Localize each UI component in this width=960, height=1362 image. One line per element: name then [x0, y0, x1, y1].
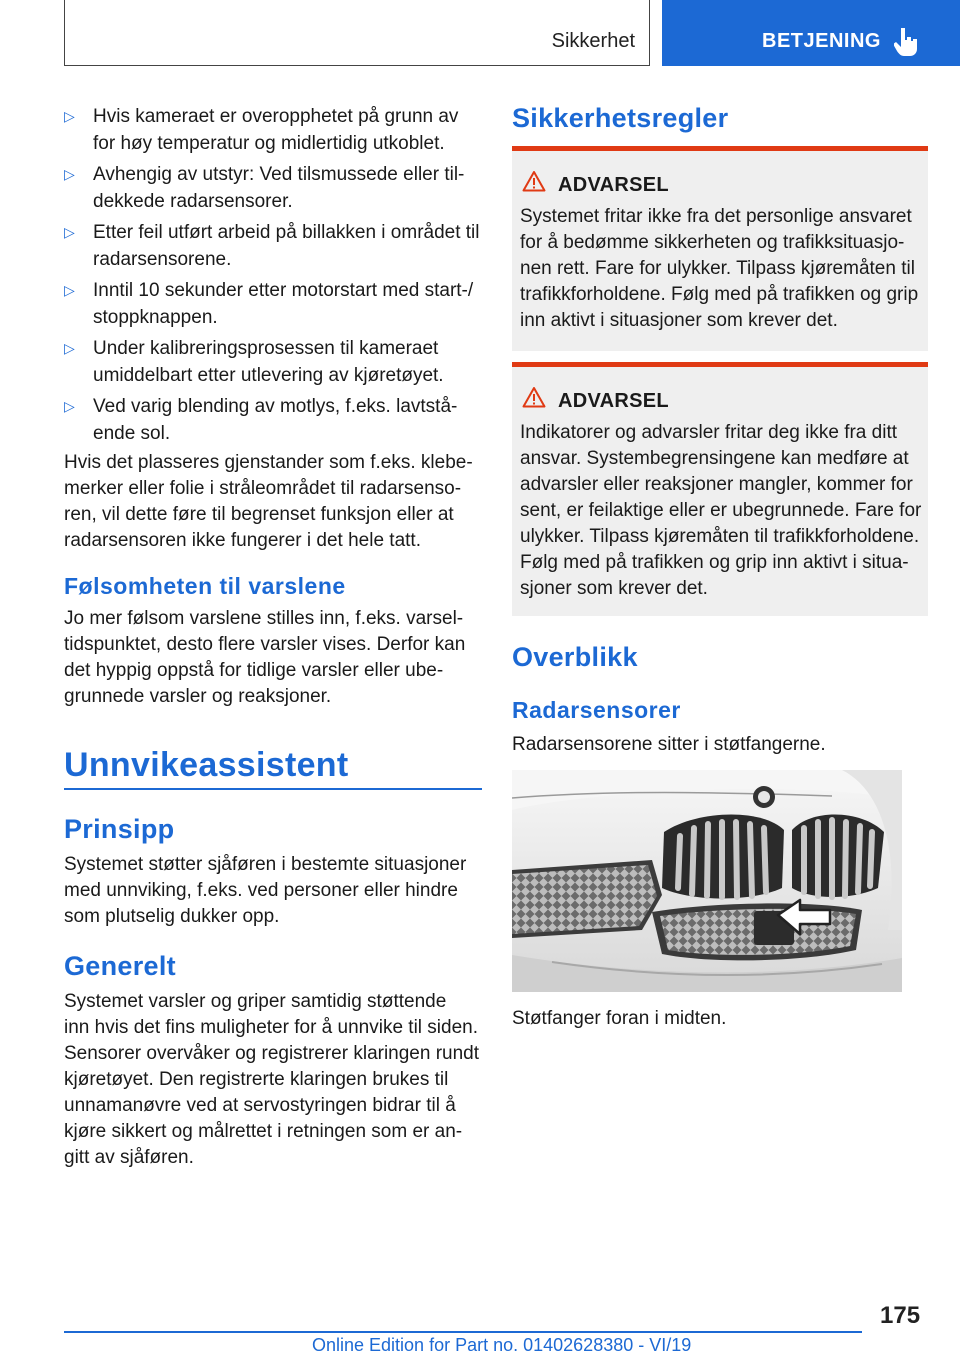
text-line: Inntil 10 sekunder etter motorstart med start-/ — [93, 280, 474, 301]
heading-evasion-assistant: Unnvikeassistent — [64, 746, 349, 784]
text-line: ulykker. Tilpass kjøremåten til trafikkforholdene. — [520, 526, 920, 547]
text-line: dekkede radarsensorer. — [93, 191, 293, 212]
text-line: ende sol. — [93, 423, 171, 444]
text-line: gitt av sjåføren. — [64, 1147, 194, 1168]
chapter-title: BETJENING — [762, 30, 881, 52]
paragraph-principle — [64, 852, 484, 930]
section-title: Sikkerhet — [551, 30, 635, 52]
list-item-text — [93, 161, 553, 215]
bullet-triangle-icon: ▷ — [64, 398, 75, 414]
page-number: 175 — [880, 1302, 921, 1329]
bullet-triangle-icon: ▷ — [64, 282, 75, 298]
text-line: Jo mer følsom varslene stilles inn, f.eks. varsel‐ — [64, 608, 464, 629]
hand-pointer-icon — [894, 26, 920, 56]
heading-general: Generelt — [64, 951, 176, 981]
text-line: ren, vil dette føre til begrenset funksjon eller at — [64, 504, 454, 525]
bullet-triangle-icon: ▷ — [64, 340, 75, 356]
text-line: Etter feil utført arbeid på billakken i området til — [93, 222, 480, 243]
heading-principle: Prinsipp — [64, 814, 175, 844]
warning-triangle-icon — [522, 170, 546, 192]
heading-safety-rules: Sikkerhetsregler — [512, 103, 729, 133]
text-line: advarsler eller reaksjoner mangler, kommer for — [520, 474, 913, 495]
text-line: Avhengig av utstyr: Ved tilsmussede eller til‐ — [93, 164, 465, 185]
heading-overview: Overblikk — [512, 642, 638, 672]
text-line: Ved varig blending av motlys, f.eks. lavtstå‐ — [93, 396, 458, 417]
text-line: nen rett. Fare for ulykker. Tilpass kjøremåten til — [520, 258, 915, 279]
heading-sensitivity: Følsomheten til varslene — [64, 573, 346, 599]
warning-triangle-icon — [522, 386, 546, 408]
text-line: sent, er feilaktige eller er ubegrunnede. Fare for — [520, 500, 922, 521]
text-line: ansvar. Systembegrensingene kan medføre at — [520, 448, 909, 469]
text-line: radarsensorene. — [93, 249, 232, 270]
bullet-triangle-icon: ▷ — [64, 108, 75, 124]
text-line: Systemet støtter sjåføren i bestemte situasjoner — [64, 854, 467, 875]
list-item-text — [93, 219, 553, 273]
text-line: Følg med på trafikken og grip inn aktivt i situa‐ — [520, 552, 909, 573]
footer-edition: Online Edition for Part no. 01402628380 - VI/19 — [312, 1335, 692, 1355]
text-line: stoppknappen. — [93, 307, 218, 328]
text-line: inn hvis det fins muligheter for å unnvike til siden. — [64, 1017, 478, 1038]
list-item-text — [93, 103, 553, 157]
text-line: kjøretøyet. Den registrerte klaringen brukes til — [64, 1069, 449, 1090]
warning-text — [520, 204, 926, 334]
text-line: kjøre sikkert og målrettet i retningen som er an‐ — [64, 1121, 463, 1142]
text-line: det hyppig oppstå for tidlige varsler eller ube‐ — [64, 660, 444, 681]
paragraph-sensitivity — [64, 606, 484, 710]
heading-rule — [64, 788, 482, 790]
image-caption: Støtfanger foran i midten. — [512, 1008, 727, 1029]
text-line: trafikkforholdene. Følg med på trafikken og grip — [520, 284, 919, 305]
text-line: unnamanøvre ved at servostyringen bidrar til å — [64, 1095, 456, 1116]
warning-label: ADVARSEL — [558, 390, 669, 412]
text-line: Indikatorer og advarsler fritar deg ikke fra ditt — [520, 422, 898, 443]
text-line: Hvis det plasseres gjenstander som f.eks. klebe‐ — [64, 452, 473, 473]
warning-bar — [512, 146, 928, 151]
warning-label: ADVARSEL — [558, 174, 669, 196]
list-item-text — [93, 277, 553, 331]
heading-radar-sensors: Radarsensorer — [512, 697, 681, 723]
list-item-text — [93, 393, 553, 447]
text-line: som plutselig dukker opp. — [64, 906, 280, 927]
text-line: tidspunktet, desto flere varsler vises. Derfor kan — [64, 634, 466, 655]
text-line: sjoner som krever det. — [520, 578, 708, 599]
bullet-triangle-icon: ▷ — [64, 224, 75, 240]
text-line: grunnede varsler og reaksjoner. — [64, 686, 332, 707]
paragraph-general — [64, 989, 484, 1171]
text-line: radarsensoren ikke fungerer i det hele tatt. — [64, 530, 421, 551]
text-line: for høy temperatur og midlertidig utkoblet. — [93, 133, 445, 154]
text-line: Sensorer overvåker og registrerer klaringen rundt — [64, 1043, 480, 1064]
warning-text — [520, 420, 926, 602]
header-section-tab — [64, 0, 650, 66]
warning-box-1 — [512, 146, 928, 351]
text-line: for å bedømme sikkerheten og trafikksituasjo‐ — [520, 232, 905, 253]
paragraph-objects — [64, 450, 484, 554]
car-front-bumper-illustration — [512, 770, 902, 992]
text-line: Systemet fritar ikke fra det personlige ansvaret — [520, 206, 912, 227]
text-line: Under kalibreringsprosessen til kameraet — [93, 338, 439, 359]
paragraph-radar: Radarsensorene sitter i støtfangerne. — [512, 734, 826, 755]
text-line: Systemet varsler og griper samtidig støttende — [64, 991, 447, 1012]
text-line: umiddelbart etter utlevering av kjøretøyet. — [93, 365, 444, 386]
bullet-triangle-icon: ▷ — [64, 166, 75, 182]
list-item-text — [93, 335, 553, 389]
warning-bar — [512, 362, 928, 367]
text-line: merker eller folie i stråleområdet til radarsenso‐ — [64, 478, 462, 499]
footer-rule — [64, 1331, 862, 1333]
warning-box-2 — [512, 362, 928, 616]
text-line: Hvis kameraet er overopphetet på grunn av — [93, 106, 459, 127]
text-line: med unnviking, f.eks. ved personer eller hindre — [64, 880, 458, 901]
text-line: inn aktivt i situasjoner som krever det. — [520, 310, 838, 331]
